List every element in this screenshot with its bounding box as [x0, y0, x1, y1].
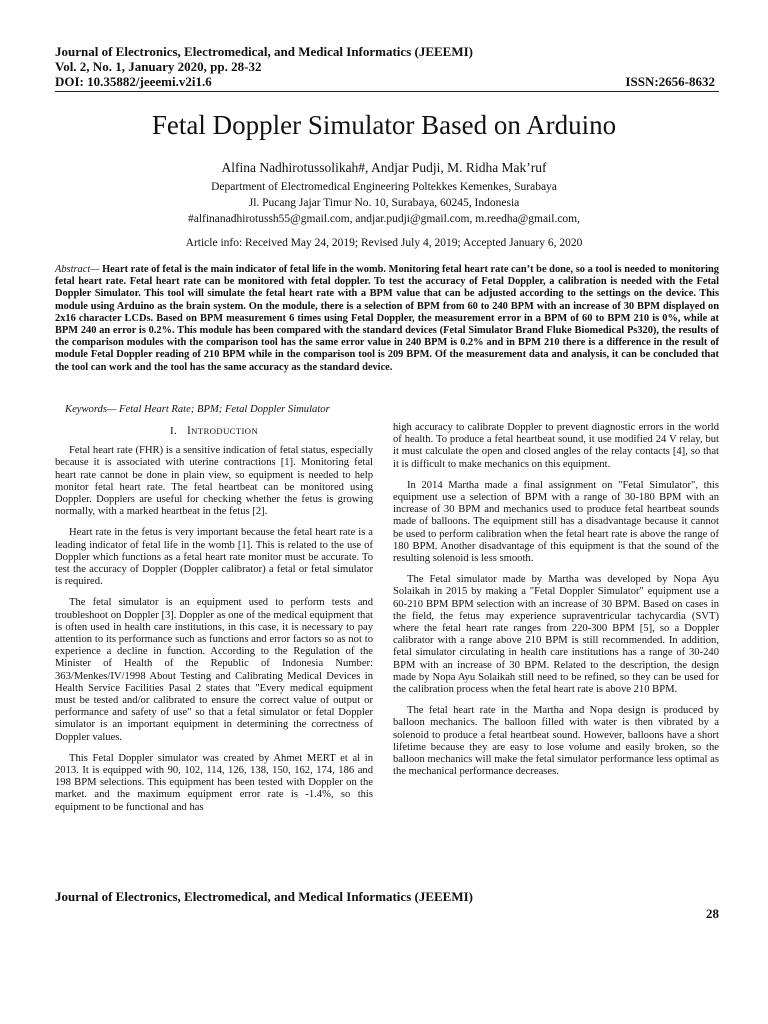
right-column — [393, 422, 719, 787]
left-column — [55, 425, 373, 823]
section-number: I. — [170, 425, 178, 437]
journal-header — [55, 44, 715, 89]
paragraph: In 2014 Martha made a final assignment on "Fetal Simulator", this equipment use a selection of BPM with a range of 30-180 BPM with an increase of 30 BPM and mechanics used to produce fetal heartbeat sounds made of balloons. The equipment still has a disadvantage because it cannot be used to perform calibration when the fetal heart rate is above the range of 180 BPM. Another disadvantage of this equipment is that the sound of the resulting solenoid is less smooth. — [393, 479, 719, 565]
journal-doi[interactable]: DOI: 10.35882/jeeemi.v2i1.6 — [55, 74, 212, 89]
paragraph: Heart rate in the fetus is very important because the fetal heart rate is a leading indicator of fetal life in the womb [1]. This is related to the use of Doppler which functions as a fetal heart rate monitor must be accurate. To test the accuracy of Doppler (Doppler calibrator) a fetal or fetal simulator is required. — [55, 527, 373, 588]
paragraph: high accuracy to calibrate Doppler to prevent diagnostic errors in the world of health. To produce a fetal heartbeat sound, it use modified 24 V relay, but it must calculate the open and closed angles of the relay contacts [4], so that it is difficult to make mechanics on this equipment. — [393, 422, 719, 470]
page-number: 28 — [706, 906, 719, 921]
affiliation-emails: #alfinanadhirotussh55@gmail.com, andjar.pudji@gmail.com, m.reedha@gmail.com, — [187, 213, 581, 225]
abstract-label: Abstract— — [55, 264, 100, 275]
paragraph: The fetal heart rate in the Martha and Nopa design is produced by balloon mechanics. The balloon filled with water is then vibrated by a solenoid to produce a fetal heartbeat sound. However, balloons have a short lifetime because they are easy to lose volume and easily broken, so the balloon mechanics will make the fetal simulator performance less optimal as the mechanical performance decreases. — [393, 705, 719, 778]
page-footer-journal: Journal of Electronics, Electromedical, and Medical Informatics (JEEEMI) — [55, 889, 473, 904]
keywords: Keywords— Fetal Heart Rate; BPM; Fetal Doppler Simulator — [65, 404, 330, 415]
abstract — [55, 264, 719, 374]
paper-title: Fetal Doppler Simulator Based on Arduino — [151, 110, 617, 140]
abstract-text: Heart rate of fetal is the main indicator of fetal life in the womb. Monitoring fetal heart rate can’t be done, so a tool is needed to monitoring fetal heart rate. Fetal heart rate can be monitored with fetal doppler. To test the accuracy of Fetal Doppler, a calibration is needed with the Fetal Doppler Simulator. This tool will simulate the fetal heart rate with a BPM value that can be adjusted according to the settings on the device. This module using Arduino as the brain system. On the module, there is a selection of BPM from 60 to 240 BPM with an increase of 30 BPM displayed on 2x16 character LCDs. Based on BPM measurement 6 times using Fetal Doppler, the measurement error in a BPM of 60 to BPM 210 is 0%, while at BPM 240 an error is 0.2%. This module has been compared with the standard devices (Fetal Simulator Brand Fluke Biomedical Ps320), the results of the comparison modules with the comparison tool has the same error value in 240 BPM is 0.2% and in BPM 210 there is a difference in the result of module Fetal Doppler reading of 210 BPM while in the comparison tool is 209 BPM. Of the measurement data and analysis, it can be concluded that the tool can work and the tool has the same accuracy as the standard device. — [55, 264, 719, 373]
header-rule — [55, 91, 719, 92]
section-title-initial: I — [187, 425, 192, 437]
paragraph: Fetal heart rate (FHR) is a sensitive indication of fetal status, especially because it is associated with uterine contractions [1]. Monitoring fetal heart rate cannot be done in plain view, so equipment is needed to help monitor fetal heart rate. The fetal heartbeat can be monitored using Doppler. Dopplers are useful for checking whether the fetus is growing normally, with a marked heartbeat in the fetus [2]. — [55, 445, 373, 518]
journal-volume: Vol. 2, No. 1, January 2020, pp. 28-32 — [55, 59, 262, 74]
journal-name: Journal of Electronics, Electromedical, and Medical Informatics (JEEEMI) — [55, 44, 473, 59]
journal-issn: ISSN:2656-8632 — [625, 74, 715, 89]
affiliation-department: Department of Electromedical Engineering Poltekkes Kemenkes, Surabaya — [211, 181, 557, 193]
author-list: Alfina Nadhirotussolikah#, Andjar Pudji, M. Ridha Mak’ruf — [221, 160, 547, 175]
paragraph: The Fetal simulator made by Martha was developed by Nopa Ayu Solaikah in 2015 by making a "Fetal Doppler Simulator" equipment use a 60-210 BPM BPM selection with an increase of 30 BPM. Based on cases in the field, the fetus may experience supraventricular tachycardia (SVT) where the fetal heart rate ranges from 220-300 BPM [5], so a Doppler calibrator with a range above 210 BPM is still recommended. In addition, fetal simulator circulating in health care institutions has a range of 30-240 BPM with an increase of 30 BPM. Related to the description, the design made by Nopa Ayu Solaikah still need to be refined, so they can be used for the calibration process when the fetal heart rate is above 210 BPM. — [393, 574, 719, 696]
article-info: Article info: Received May 24, 2019; Revised July 4, 2019; Accepted January 6, 2020 — [185, 237, 583, 249]
paragraph: This Fetal Doppler simulator was created by Ahmet MERT et al in 2013. It is equipped with 90, 102, 114, 126, 138, 150, 162, 174, 186 and 198 BPM selections. This equipment has been tested with Doppler on the market. and the maximum equipment error rate is -1.4%, so this equipment to be functional and has — [55, 752, 373, 813]
affiliation-block — [0, 179, 768, 227]
section-heading — [55, 425, 373, 437]
section-title-rest: NTRODUCTION — [191, 426, 258, 436]
affiliation-address: Jl. Pucang Jajar Timur No. 10, Surabaya, 60245, Indonesia — [248, 197, 520, 209]
paragraph: The fetal simulator is an equipment used to perform tests and troubleshoot on Doppler [3]. Doppler as one of the medical equipment that is often used in health care institutions, in this case, it is necessary to pay attention to its performance such as functions and error factors so as not to experience a decline in function. According to the Regulation of the Minister of Health of the Republic of Indonesia Number: 363/Menkes/IV/1998 About Testing and Calibrating Medical Devices in Health Service Facilities Pasal 2 states that "Every medical equipment must be tested and/or calibrated to ensure the correct value of output or performance and safety of use" so that a fetal simulator or fetal Doppler simulator is an important equipment in determining the correctness of Doppler values. — [55, 597, 373, 743]
